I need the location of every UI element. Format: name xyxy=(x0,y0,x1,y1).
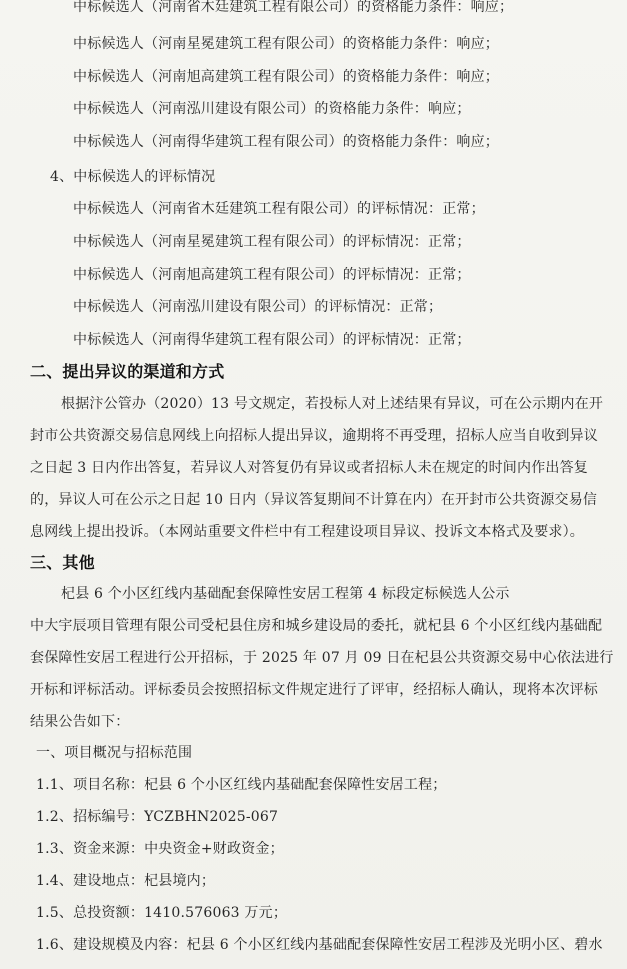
project-overview-subheading: 一、项目概况与招标范围 xyxy=(36,745,193,761)
evaluation-line: 中标候选人（河南旭高建筑工程有限公司）的评标情况：正常； xyxy=(73,267,471,283)
intro-line: 开标和评标活动。评标委员会按照招标文件规定进行了评审，经招标人确认，现将本次评标 xyxy=(30,682,598,698)
qualification-line: 中标候选人（河南省木廷建筑工程有限公司）的资格能力条件：响应； xyxy=(73,0,514,15)
evaluation-line: 中标候选人（河南省木廷建筑工程有限公司）的评标情况：正常； xyxy=(73,201,485,217)
qualification-line: 中标候选人（河南得华建筑工程有限公司）的资格能力条件：响应； xyxy=(73,134,499,150)
project-item: 1.5、总投资额：1410.576063 万元； xyxy=(36,905,288,921)
intro-line: 结果公告如下： xyxy=(30,714,130,730)
project-item: 1.3、资金来源：中央资金+财政资金； xyxy=(36,841,284,857)
qualification-line: 中标候选人（河南星冕建筑工程有限公司）的资格能力条件：响应； xyxy=(73,36,499,52)
section-heading-other: 三、其他 xyxy=(30,553,95,572)
paragraph-line: 之日起 3 日内作出答复，若异议人对答复仍有异议或者招标人未在规定的时间内作出答复 xyxy=(30,460,589,476)
section-heading-objection: 二、提出异议的渠道和方式 xyxy=(30,362,225,381)
paragraph-line: 息网线上提出投诉。（本网站重要文件栏中有工程建设项目异议、投诉文本格式及要求）。 xyxy=(30,524,584,540)
evaluation-heading: 4、中标候选人的评标情况 xyxy=(50,169,216,185)
evaluation-line: 中标候选人（河南得华建筑工程有限公司）的评标情况：正常； xyxy=(73,332,471,348)
project-item: 1.2、招标编号：YCZBHN2025-067 xyxy=(36,809,279,825)
paragraph-line: 根据汴公管办（2020）13 号文规定，若投标人对上述结果有异议，可在公示期内在开 xyxy=(61,396,604,412)
project-item: 1.6、建设规模及内容：杞县 6 个小区红线内基础配套保障性安居工程涉及光明小区、碧水 xyxy=(36,937,603,953)
intro-line: 中大宇辰项目管理有限公司受杞县住房和城乡建设局的委托，就杞县 6 个小区红线内基础配 xyxy=(30,618,603,634)
project-item: 1.4、建设地点：杞县境内； xyxy=(36,873,216,889)
project-item: 1.1、项目名称：杞县 6 个小区红线内基础配套保障性安居工程； xyxy=(36,777,447,793)
qualification-line: 中标候选人（河南旭高建筑工程有限公司）的资格能力条件：响应； xyxy=(73,69,499,85)
qualification-line: 中标候选人（河南泓川建设有限公司）的资格能力条件：响应； xyxy=(73,101,471,117)
evaluation-line: 中标候选人（河南泓川建设有限公司）的评标情况：正常； xyxy=(73,299,443,315)
intro-line: 套保障性安居工程进行公开招标，于 2025 年 07 月 09 日在杞县公共资源交易中心依法进行 xyxy=(30,650,614,666)
evaluation-line: 中标候选人（河南星冕建筑工程有限公司）的评标情况：正常； xyxy=(73,234,471,250)
notice-title: 杞县 6 个小区红线内基础配套保障性安居工程第 4 标段定标候选人公示 xyxy=(61,586,510,602)
paragraph-line: 的，异议人可在公示之日起 10 日内（异议答复期间不计算在内）在开封市公共资源交易信 xyxy=(30,492,598,508)
paragraph-line: 封市公共资源交易信息网线上向招标人提出异议，逾期将不再受理，招标人应当自收到异议 xyxy=(30,428,598,444)
